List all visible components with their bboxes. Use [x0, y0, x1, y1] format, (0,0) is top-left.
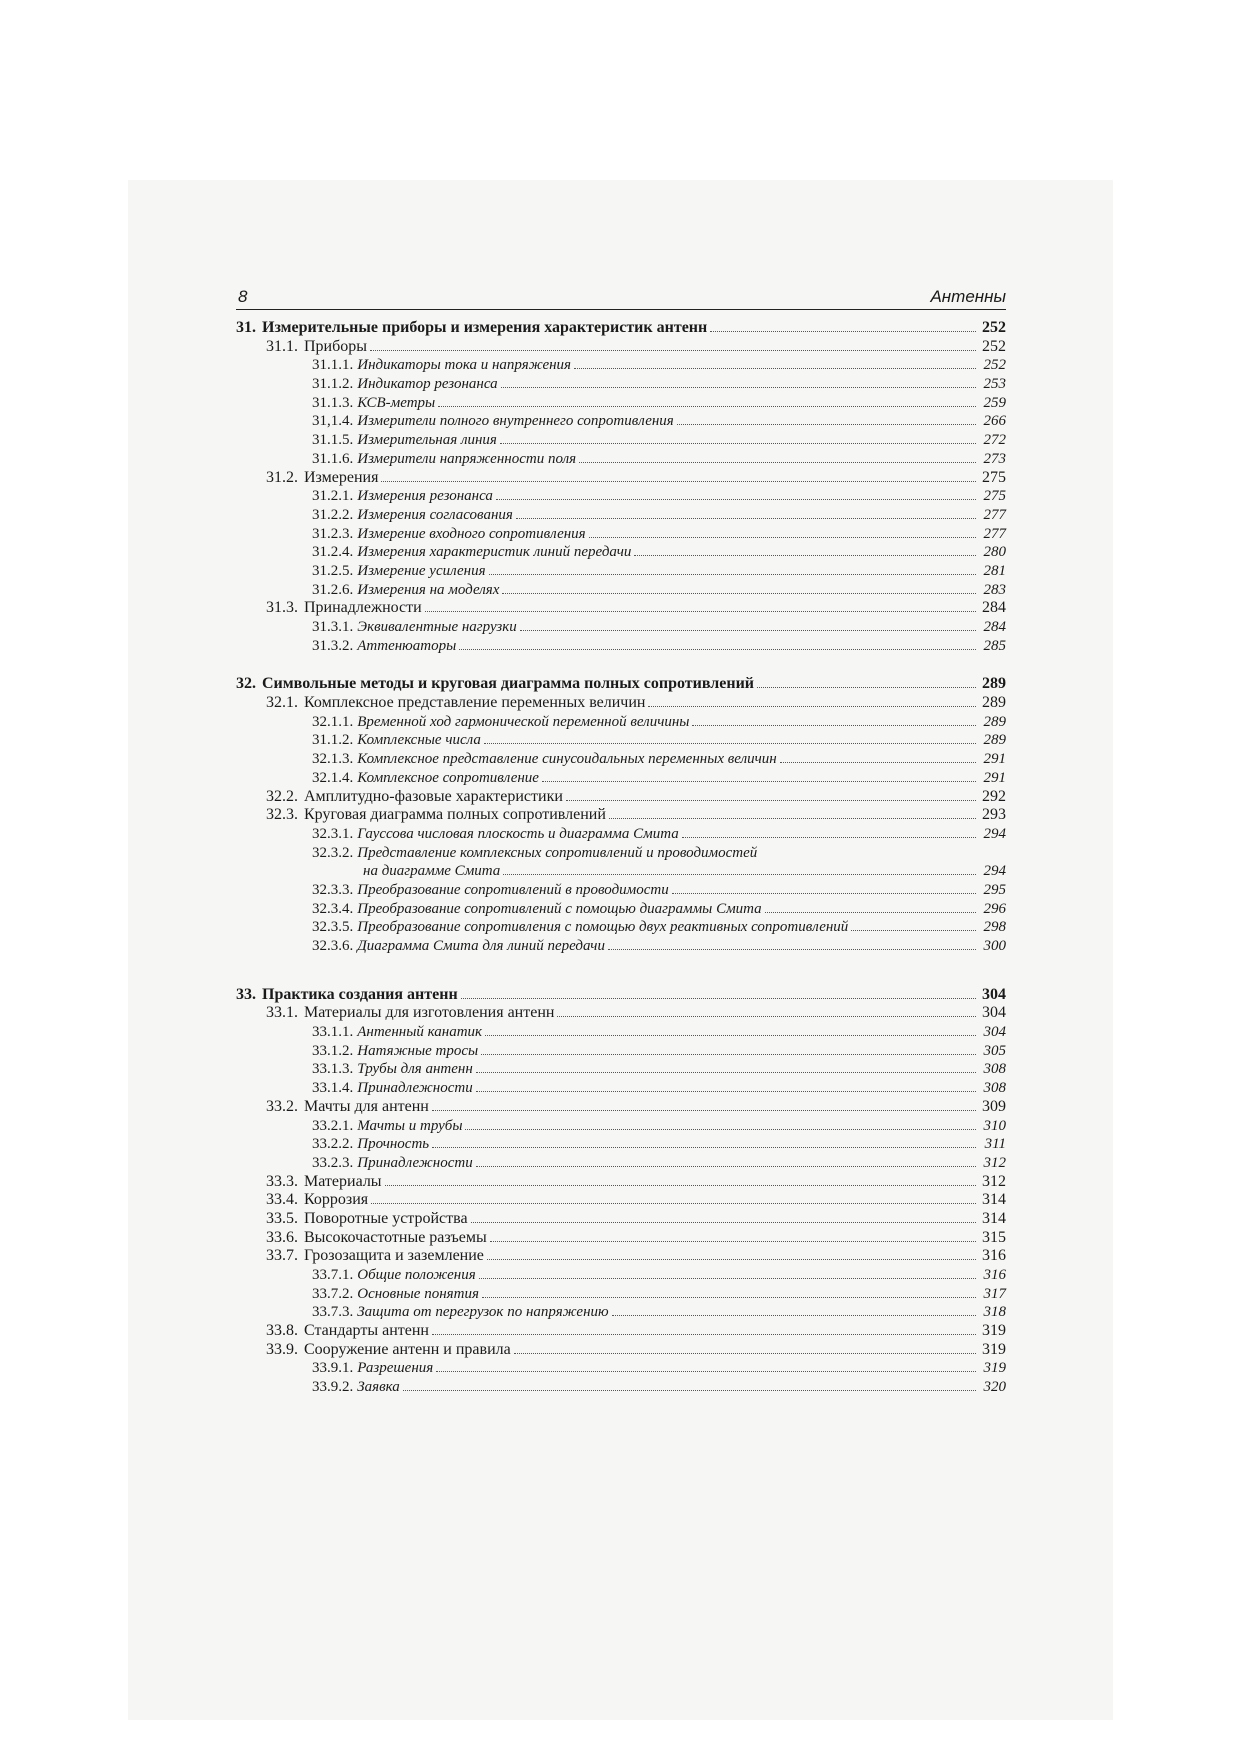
- page-ref: 277: [983, 525, 1006, 542]
- page-ref: 289: [983, 713, 1006, 730]
- page-ref: 305: [983, 1042, 1006, 1059]
- toc-subsection: [236, 412, 1006, 431]
- toc-subsection: [236, 1303, 1006, 1322]
- dot-leader: [608, 949, 976, 950]
- page-ref: 275: [983, 488, 1006, 505]
- dot-leader: [461, 998, 976, 999]
- entry-title: Индикатор резонанса: [357, 376, 498, 393]
- toc-page: [236, 287, 1006, 1397]
- entry-title: Коррозия: [304, 1191, 369, 1209]
- entry-number: 33.1.1.: [312, 1024, 354, 1041]
- toc-subsection: [236, 1154, 1006, 1173]
- page-ref: 296: [983, 900, 1006, 917]
- entry-title: Амплитудно-фазовые характеристики: [304, 787, 563, 805]
- toc-subsection: [236, 1079, 1006, 1098]
- entry-title: Сооружение антенн и правила: [304, 1340, 511, 1358]
- dot-leader: [496, 499, 976, 500]
- dot-leader: [609, 818, 976, 819]
- entry-title: Антенный канатик: [357, 1024, 483, 1041]
- running-title: Антенны: [930, 287, 1006, 306]
- dot-leader: [634, 555, 976, 556]
- page-ref: 281: [983, 562, 1006, 579]
- entry-number: 31.: [236, 319, 256, 336]
- dot-leader: [479, 1278, 976, 1279]
- dot-leader: [425, 611, 976, 612]
- entry-number: 31.3.2.: [312, 637, 354, 654]
- toc-subsection: [236, 1042, 1006, 1061]
- entry-number: 31.1.5.: [312, 432, 354, 449]
- toc-section: [236, 1191, 1006, 1210]
- dot-leader: [502, 593, 976, 594]
- entry-number: 33.1.4.: [312, 1080, 354, 1097]
- entry-title: Прочность: [357, 1136, 430, 1153]
- dot-leader: [459, 649, 976, 650]
- page-ref: 293: [982, 806, 1006, 824]
- page-ref: 304: [983, 1024, 1006, 1041]
- entry-title: Аттенюаторы: [357, 637, 457, 654]
- dot-leader: [471, 1222, 976, 1223]
- dot-leader: [487, 1259, 976, 1260]
- dot-leader: [432, 1334, 976, 1335]
- dot-leader: [403, 1390, 976, 1391]
- toc-subsection: [236, 356, 1006, 375]
- dot-leader: [385, 1185, 976, 1186]
- dot-leader: [438, 406, 976, 407]
- page-ref: 284: [983, 619, 1006, 635]
- dot-leader: [476, 1166, 976, 1167]
- entry-title: Измерения на моделях: [357, 581, 500, 598]
- entry-number: 31.3.: [266, 599, 298, 617]
- dot-leader: [682, 837, 976, 838]
- entry-title: Преобразование сопротивлений с помощью диаграммы Смита: [357, 900, 762, 917]
- dot-leader: [489, 574, 976, 575]
- toc-section: [236, 469, 1006, 488]
- entry-title: Измерительные приборы и измерения характеристик антенн: [262, 319, 708, 336]
- page-ref: 289: [982, 675, 1006, 693]
- page-ref: 291: [983, 769, 1006, 786]
- entry-title: Измерения: [304, 468, 379, 486]
- toc-chapter: [236, 675, 1006, 694]
- page-ref: 314: [982, 1191, 1006, 1209]
- entry-number: 33.8.: [266, 1322, 298, 1340]
- entry-title: Диаграмма Смита для линий передачи: [357, 938, 605, 954]
- dot-leader: [485, 1035, 976, 1036]
- toc-subsection: [236, 881, 1006, 900]
- toc-subsection: [236, 937, 1006, 956]
- entry-title: Приборы: [304, 337, 368, 355]
- dot-leader: [482, 1297, 976, 1298]
- page-ref: 275: [982, 468, 1006, 486]
- page-ref: 283: [983, 581, 1006, 598]
- toc-subsection: [236, 1378, 1006, 1397]
- page-ref: 318: [983, 1304, 1006, 1321]
- page-ref: 319: [982, 1322, 1006, 1340]
- entry-title: КСВ-метры: [357, 394, 436, 411]
- toc-subsection: [236, 431, 1006, 450]
- toc-subsection: [236, 450, 1006, 469]
- dot-leader: [436, 1371, 976, 1372]
- table-of-contents: [236, 319, 1006, 1397]
- entry-title: Высокочастотные разъемы: [304, 1228, 487, 1246]
- entry-title: Измерители полного внутреннего сопротивления: [357, 413, 674, 430]
- entry-number: 33.2.2.: [312, 1136, 354, 1153]
- dot-leader: [514, 1353, 976, 1354]
- entry-title: Преобразование сопротивления с помощью двух реактивных сопротивлений: [357, 919, 849, 936]
- entry-number: 33.7.2.: [312, 1285, 354, 1302]
- dot-leader: [710, 331, 976, 332]
- entry-title: Комплексное представление синусоидальных переменных величин: [357, 751, 777, 768]
- entry-title: Символьные методы и круговая диаграмма полных сопротивлений: [262, 675, 755, 693]
- entry-number: 31.1.3.: [312, 394, 354, 411]
- page-ref: 289: [983, 732, 1006, 749]
- toc-subsection: [236, 525, 1006, 544]
- entry-number: 32.3.3.: [312, 881, 354, 898]
- entry-number: 32.3.6.: [312, 938, 354, 954]
- dot-leader: [566, 800, 976, 801]
- entry-number: 31.1.6.: [312, 450, 354, 467]
- toc-section: [236, 338, 1006, 357]
- section-spacer: [236, 956, 1006, 986]
- dot-leader: [589, 537, 976, 538]
- entry-title: Измерения согласования: [357, 506, 513, 523]
- page-ref: 308: [983, 1080, 1006, 1097]
- page-ref: 319: [983, 1360, 1006, 1377]
- toc-subsection: [236, 487, 1006, 506]
- toc-chapter: [236, 986, 1006, 1005]
- entry-title: Мачты и трубы: [357, 1117, 463, 1134]
- entry-title: Эквивалентные нагрузки: [357, 619, 517, 635]
- page-ref: 284: [982, 599, 1006, 617]
- entry-number: 32.3.2.: [312, 844, 354, 861]
- toc-subsection: [236, 750, 1006, 769]
- entry-number: 31.2.1.: [312, 488, 354, 505]
- dot-leader: [465, 1129, 976, 1130]
- entry-title: Разрешения: [357, 1360, 434, 1377]
- toc-subsection: [236, 769, 1006, 788]
- dot-leader: [503, 874, 976, 875]
- dot-leader: [757, 687, 976, 688]
- dot-leader: [692, 725, 976, 726]
- toc-subsection: [236, 1285, 1006, 1304]
- entry-number: 31.2.3.: [312, 525, 354, 542]
- toc-chapter: [236, 319, 1006, 338]
- entry-number: 32.1.3.: [312, 751, 354, 768]
- entry-number: 33.2.: [266, 1097, 298, 1115]
- toc-section: [236, 599, 1006, 618]
- entry-title: Измерители напряженности поля: [357, 450, 577, 467]
- dot-leader: [476, 1072, 976, 1073]
- entry-title: на диаграмме Смита: [363, 863, 501, 880]
- page-ref: 319: [982, 1340, 1006, 1358]
- entry-title: Принадлежности: [357, 1154, 473, 1171]
- page-ref: 316: [982, 1247, 1006, 1265]
- toc-section: [236, 788, 1006, 807]
- toc-subsection: [236, 731, 1006, 750]
- entry-title: Стандарты антенн: [304, 1322, 429, 1340]
- page-ref: 272: [983, 432, 1006, 449]
- dot-leader: [672, 893, 976, 894]
- page-ref: 252: [982, 319, 1006, 336]
- entry-number: 32.3.: [266, 806, 298, 824]
- entry-title: Измерения характеристик линий передачи: [357, 544, 632, 561]
- entry-title: Общие положения: [357, 1267, 476, 1283]
- entry-title: Материалы для изготовления антенн: [304, 1004, 555, 1022]
- page-ref: 314: [982, 1209, 1006, 1227]
- entry-title: Измерения резонанса: [357, 488, 493, 505]
- dot-leader: [542, 781, 976, 782]
- toc-subsection: [236, 1266, 1006, 1285]
- entry-number: 33.2.1.: [312, 1117, 354, 1134]
- page-ref: 259: [983, 394, 1006, 411]
- toc-subsection: [236, 581, 1006, 600]
- entry-number: 32.1.4.: [312, 769, 354, 786]
- toc-subsection: [236, 713, 1006, 732]
- toc-subsection: [236, 1117, 1006, 1136]
- page-ref: 298: [983, 919, 1006, 936]
- toc-section: [236, 1341, 1006, 1360]
- dot-leader: [371, 1203, 976, 1204]
- page-ref: 253: [983, 376, 1006, 393]
- toc-section: [236, 1322, 1006, 1341]
- dot-leader: [490, 1241, 976, 1242]
- entry-number: 31.2.6.: [312, 581, 354, 598]
- dot-leader: [432, 1147, 976, 1148]
- entry-title: Основные понятия: [357, 1285, 479, 1302]
- dot-leader: [481, 1054, 976, 1055]
- toc-section: [236, 694, 1006, 713]
- dot-leader: [432, 1110, 976, 1111]
- dot-leader: [520, 630, 976, 631]
- toc-subsection: [236, 506, 1006, 525]
- page-ref: 289: [982, 694, 1006, 712]
- toc-section: [236, 1004, 1006, 1023]
- entry-title: Принадлежности: [304, 599, 422, 617]
- entry-title: Практика создания антенн: [262, 985, 458, 1003]
- toc-subsection: [236, 1359, 1006, 1378]
- page-ref: 300: [983, 938, 1006, 954]
- dot-leader: [516, 518, 976, 519]
- entry-number: 32.3.1.: [312, 825, 354, 842]
- entry-title: Гауссова числовая плоскость и диаграмма Смита: [357, 825, 679, 842]
- entry-number: 33.9.: [266, 1340, 298, 1358]
- dot-leader: [501, 387, 976, 388]
- entry-title: Круговая диаграмма полных сопротивлений: [304, 806, 606, 824]
- running-header: [236, 287, 1006, 310]
- entry-number: 32.: [236, 675, 256, 693]
- entry-number: 32.1.: [266, 694, 298, 712]
- dot-leader: [612, 1315, 976, 1316]
- entry-number: 32.3.4.: [312, 900, 354, 917]
- entry-number: 32.3.5.: [312, 919, 354, 936]
- entry-title: Материалы: [304, 1172, 382, 1190]
- page-ref: 304: [982, 1004, 1006, 1022]
- dot-leader: [851, 930, 976, 931]
- page-ref: 320: [983, 1379, 1006, 1396]
- dot-leader: [370, 350, 976, 351]
- entry-number: 31.2.: [266, 468, 298, 486]
- page-number: 8: [238, 287, 248, 306]
- entry-number: 33.5.: [266, 1209, 298, 1227]
- entry-number: 31,1.4.: [312, 413, 354, 430]
- entry-number: 33.7.1.: [312, 1267, 354, 1283]
- toc-section: [236, 1229, 1006, 1248]
- toc-section: [236, 1247, 1006, 1266]
- page-ref: 252: [983, 357, 1006, 374]
- toc-section: [236, 1098, 1006, 1117]
- entry-title: Защита от перегрузок по напряжению: [357, 1304, 609, 1321]
- toc-subsection-continued: [236, 862, 1006, 881]
- page-ref: 304: [982, 985, 1006, 1003]
- entry-number: 31.2.5.: [312, 562, 354, 579]
- entry-number: 31.2.2.: [312, 506, 354, 523]
- toc-subsection: [236, 562, 1006, 581]
- page-ref: 292: [982, 787, 1006, 805]
- page-ref: 294: [983, 863, 1006, 880]
- dot-leader: [500, 443, 976, 444]
- page-ref: 280: [983, 544, 1006, 561]
- page-ref: 295: [983, 881, 1006, 898]
- entry-title: Принадлежности: [357, 1080, 473, 1097]
- page-ref: 294: [983, 825, 1006, 842]
- entry-number: 33.7.3.: [312, 1304, 354, 1321]
- entry-number: 32.1.1.: [312, 713, 354, 730]
- entry-number: 31.2.4.: [312, 544, 354, 561]
- entry-number: 31.1.: [266, 337, 298, 355]
- page-ref: 285: [983, 637, 1006, 654]
- entry-title: Комплексное сопротивление: [357, 769, 539, 786]
- toc-section: [236, 1210, 1006, 1229]
- entry-number: 33.9.2.: [312, 1379, 354, 1396]
- toc-subsection: [236, 375, 1006, 394]
- toc-subsection: [236, 900, 1006, 919]
- toc-subsection: [236, 1023, 1006, 1042]
- toc-section: [236, 806, 1006, 825]
- page-ref: 310: [983, 1117, 1006, 1134]
- page-ref: 308: [983, 1061, 1006, 1078]
- toc-subsection: [236, 637, 1006, 656]
- entry-title: Трубы для антенн: [357, 1061, 473, 1078]
- dot-leader: [574, 368, 976, 369]
- toc-subsection: [236, 618, 1006, 637]
- entry-title: Индикаторы тока и напряжения: [357, 357, 572, 374]
- entry-number: 33.7.: [266, 1247, 298, 1265]
- page-ref: 311: [984, 1136, 1006, 1153]
- page-ref: 317: [983, 1285, 1006, 1302]
- entry-number: 33.1.: [266, 1004, 298, 1022]
- dot-leader: [381, 481, 976, 482]
- toc-subsection: [236, 844, 1006, 863]
- toc-subsection: [236, 543, 1006, 562]
- entry-number: 32.2.: [266, 787, 298, 805]
- dot-leader: [579, 462, 976, 463]
- entry-number: 31.1.1.: [312, 357, 354, 374]
- entry-number: 33.1.3.: [312, 1061, 354, 1078]
- entry-title: Измерение усиления: [357, 562, 486, 579]
- dot-leader: [476, 1091, 976, 1092]
- dot-leader: [780, 762, 976, 763]
- page-ref: 312: [983, 1154, 1006, 1171]
- entry-number: 33.6.: [266, 1228, 298, 1246]
- entry-title: Грозозащита и заземление: [304, 1247, 484, 1265]
- toc-subsection: [236, 394, 1006, 413]
- entry-title: Мачты для антенн: [304, 1097, 429, 1115]
- toc-subsection: [236, 1060, 1006, 1079]
- page-ref: 312: [982, 1172, 1006, 1190]
- page-ref: 273: [983, 450, 1006, 467]
- entry-number: 33.3.: [266, 1172, 298, 1190]
- toc-subsection: [236, 825, 1006, 844]
- page-ref: 252: [982, 337, 1006, 355]
- entry-number: 31.3.1.: [312, 619, 354, 635]
- page-ref: 266: [983, 413, 1006, 430]
- section-spacer: [236, 655, 1006, 675]
- entry-title: Временной ход гармонической переменной величины: [357, 713, 690, 730]
- entry-title: Преобразование сопротивлений в проводимости: [357, 881, 669, 898]
- dot-leader: [677, 424, 976, 425]
- entry-number: 33.4.: [266, 1191, 298, 1209]
- entry-title: Поворотные устройства: [304, 1209, 468, 1227]
- page-ref: 316: [983, 1267, 1006, 1283]
- entry-title: Комплексные числа: [357, 732, 481, 749]
- entry-number: 31.1.2.: [312, 376, 354, 393]
- toc-section: [236, 1173, 1006, 1192]
- toc-subsection: [236, 918, 1006, 937]
- entry-title: Комплексное представление переменных величин: [304, 694, 646, 712]
- entry-title: Измерение входного сопротивления: [357, 525, 586, 542]
- entry-number: 33.1.2.: [312, 1042, 354, 1059]
- entry-number: 31.1.2.: [312, 732, 354, 749]
- dot-leader: [765, 912, 976, 913]
- page-ref: 315: [982, 1228, 1006, 1246]
- page-ref: 291: [983, 751, 1006, 768]
- entry-title: Натяжные тросы: [357, 1042, 479, 1059]
- entry-title: Заявка: [357, 1379, 400, 1396]
- page-ref: 277: [983, 506, 1006, 523]
- entry-number: 33.9.1.: [312, 1360, 354, 1377]
- entry-number: 33.2.3.: [312, 1154, 354, 1171]
- entry-number: 33.: [236, 985, 256, 1003]
- dot-leader: [648, 706, 976, 707]
- entry-title: Представление комплексных сопротивлений и проводимостей: [357, 844, 758, 861]
- page-ref: 309: [982, 1097, 1006, 1115]
- dot-leader: [557, 1016, 976, 1017]
- entry-title: Измерительная линия: [357, 432, 497, 449]
- dot-leader: [484, 743, 976, 744]
- toc-subsection: [236, 1135, 1006, 1154]
